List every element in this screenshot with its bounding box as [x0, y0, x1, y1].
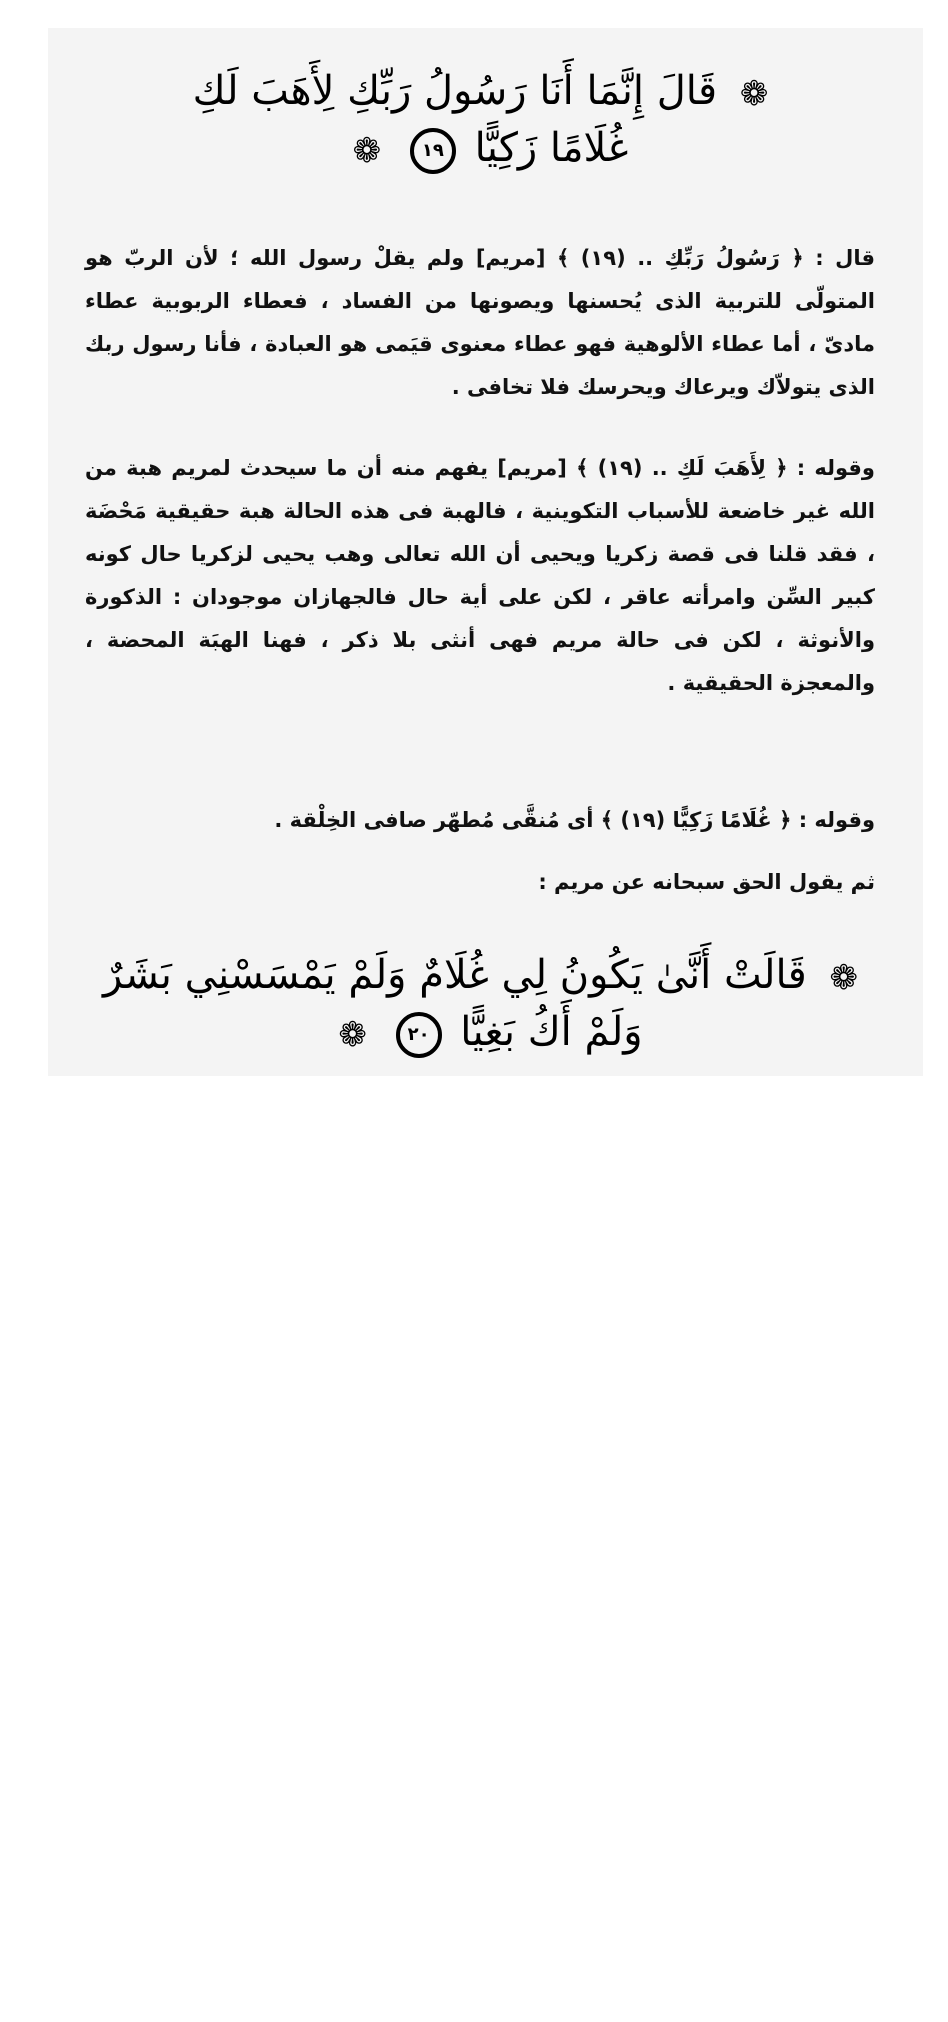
verse-19-line-2: غُلَامًا زَكِيًّا [474, 125, 629, 171]
ayah-number-badge: ٢٠ [396, 1012, 442, 1058]
commentary-paragraph-4: ثم يقول الحق سبحانه عن مريم : [538, 870, 875, 894]
verse-20-line-1: قَالَتْ أَنَّىٰ يَكُونُ لِي غُلَامٌ وَلَمْ يَمْسَسْنِي بَشَرٌ [103, 952, 807, 998]
opening-ornament-icon: ❁ [739, 74, 769, 114]
verse-20-line-2: وَلَمْ أَكُ بَغِيًّا [460, 1009, 643, 1055]
closing-ornament-icon: ❁ [338, 1015, 367, 1055]
quran-verse-19 [48, 64, 923, 178]
commentary-paragraph-3: وقوله : ﴿ غُلَامًا زَكِيًّا (١٩) ﴾ أى مُنقَّى مُطهّر صافى الخِلْقة . [274, 808, 875, 832]
opening-ornament-icon: ❁ [829, 958, 858, 998]
verse-19-line-1: قَالَ إِنَّمَا أَنَا رَسُولُ رَبِّكِ لِأَهَبَ لَكِ [192, 68, 718, 114]
commentary-paragraph-2: وقوله : ﴿ لِأَهَبَ لَكِ .. (١٩) ﴾ [مريم] يفهم منه أن ما سيحدث لمريم هبة من الله غير خاضعة للأسباب التكوينية ، فالهبة فى هذه الحالة هبة حقيقية مَحْضَة ، فقد قلنا فى قصة زكريا ويحيى أن الله تعالى وهب يحيى لزكريا حال كونه كبير السِّن وامرأته عاقر ، لكن على أية حال فالجهازان موجودان : الذكورة والأنوثة ، لكن فى حالة مريم فهى أنثى بلا ذكر ، فهنا الهبَة المحضة ، والمعجزة الحقيقية . [85, 456, 875, 695]
closing-ornament-icon: ❁ [352, 131, 382, 171]
ayah-number-badge: ١٩ [410, 128, 456, 174]
quran-verse-20 [48, 948, 923, 1062]
book-page [48, 28, 923, 1076]
commentary-paragraph-1: قال : ﴿ رَسُولُ رَبِّكِ .. (١٩) ﴾ [مريم] ولم يقلْ رسول الله ؛ لأن الربّ هو المتولّى للتربية الذى يُحسنها ويصونها من الفساد ، فعطاء الربوبية عطاء مادىّ ، أما عطاء الألوهية فهو عطاء معنوى قيَمى هو العبادة ، فأنا رسول ربك الذى يتولاّك ويرعاك ويحرسك فلا تخافى . [85, 246, 876, 399]
